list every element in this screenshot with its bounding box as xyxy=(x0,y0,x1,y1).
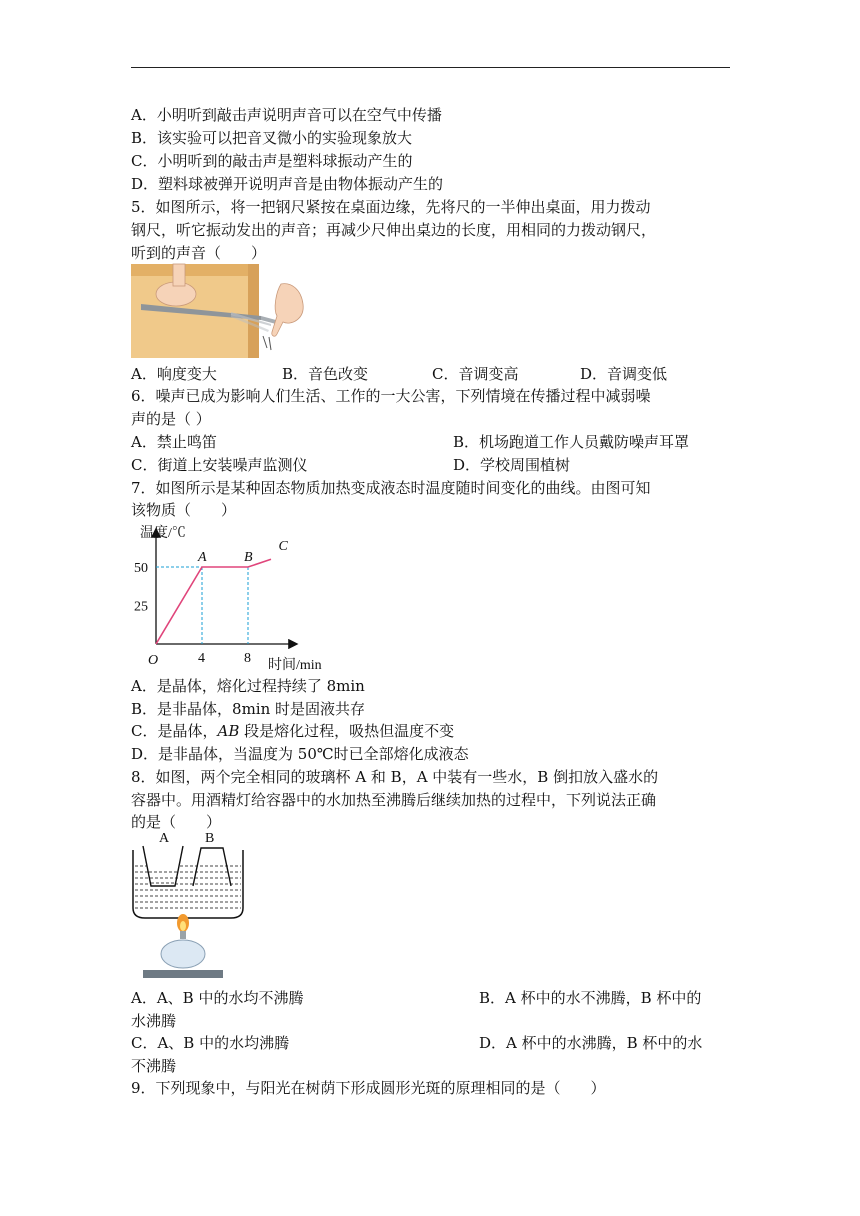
cup-a-label: A xyxy=(159,831,170,846)
q8-stem-line2: 容器中。用酒精灯给容器中的水加热至沸腾后继续加热的过程中，下列说法正确 xyxy=(131,791,657,809)
q7-option-d: D．是非晶体，当温度为 50℃时已全部熔化成液态 xyxy=(131,745,469,763)
q8-option-a: A．A、B 中的水均不沸腾 xyxy=(131,989,304,1007)
q6-stem-line2: 声的是（ ） xyxy=(131,410,211,428)
q4-option-b: B．该实验可以把音叉微小的实验现象放大 xyxy=(131,129,413,147)
q7-option-c xyxy=(131,721,454,741)
q7-option-b: B．是非晶体，8min 时是固液共存 xyxy=(131,700,366,718)
q8-boiling-figure xyxy=(131,828,246,984)
cup-b xyxy=(193,848,231,886)
q6-stem-line1: 6．噪声已成为影响人们生活、工作的一大公害，下列情境在传播过程中减弱噪 xyxy=(131,387,651,405)
table-top xyxy=(131,264,259,276)
q7-stem-line1: 7．如图所示是某种固态物质加热变成液态时温度随时间变化的曲线。由图可知 xyxy=(131,479,651,497)
hand-pluck-icon xyxy=(272,284,303,337)
q5-stem-line2: 钢尺，听它振动发出的声音；再减少尺伸出桌边的长度，用相同的力拨动钢尺， xyxy=(131,221,657,239)
q4-option-a: A．小明听到敲击声说明声音可以在空气中传播 xyxy=(131,106,442,124)
q5-stem-line1: 5．如图所示，将一把钢尺紧按在桌面边缘，先将尺的一半伸出桌面，用力拨动 xyxy=(131,198,651,216)
alcohol-lamp-icon xyxy=(161,940,205,968)
q6-option-a: A．禁止鸣笛 xyxy=(131,433,217,451)
q5-option-b: B．音色改变 xyxy=(282,365,369,383)
q8-option-c: C．A、B 中的水均沸腾 xyxy=(131,1034,290,1052)
lamp-stand xyxy=(143,970,223,978)
q8-option-d-line2: 不沸腾 xyxy=(131,1057,177,1075)
q7-option-c-segment: AB xyxy=(217,722,240,740)
q8-option-b-line1: B．A 杯中的水不沸腾，B 杯中的 xyxy=(479,989,702,1007)
table-leg xyxy=(248,264,259,358)
y-tick-label-50: 50 xyxy=(134,561,148,576)
q5-option-d: D．音调变低 xyxy=(580,365,668,383)
series-line xyxy=(156,559,271,644)
y-axis-label: 温度/℃ xyxy=(140,526,186,541)
y-tick-label-25: 25 xyxy=(134,599,148,615)
x-tick-label-8: 8 xyxy=(244,651,251,666)
q7-temperature-chart xyxy=(131,520,341,672)
point-label-c: C xyxy=(278,539,288,555)
q5-option-a: A．响度变大 xyxy=(131,365,217,383)
q7-stem-line2: 该物质（ ） xyxy=(131,501,237,519)
q6-option-b: B．机场跑道工作人员戴防噪声耳罩 xyxy=(453,433,690,451)
q4-option-c: C．小明听到的敲击声是塑料球振动产生的 xyxy=(131,152,413,170)
q6-option-c: C．街道上安装噪声监测仪 xyxy=(131,456,308,474)
x-tick-label-4: 4 xyxy=(198,651,205,666)
q5-ruler-figure xyxy=(131,264,309,360)
point-label-b: B xyxy=(244,550,253,565)
header-rule xyxy=(131,67,730,68)
x-axis-label: 时间/min xyxy=(268,658,322,673)
q7-option-c-suffix: 段是熔化过程，吸热但温度不变 xyxy=(239,722,455,740)
q8-stem-line3: 的是（ ） xyxy=(131,813,222,831)
q8-stem-line1: 8．如图，两个完全相同的玻璃杯 A 和 B，A 中装有一些水，B 倒扣放入盛水的 xyxy=(131,768,659,786)
q8-option-d-line1: D．A 杯中的水沸腾，B 杯中的水 xyxy=(479,1034,703,1052)
point-label-a: A xyxy=(198,550,207,565)
cup-b-label: B xyxy=(205,831,215,846)
q5-option-c: C．音调变高 xyxy=(432,365,519,383)
q6-option-d: D．学校周围植树 xyxy=(453,456,571,474)
q7-option-c-prefix: C．是晶体， xyxy=(131,722,218,740)
q9-stem: 9．下列现象中，与阳光在树荫下形成圆形光斑的原理相同的是（ ） xyxy=(131,1079,606,1097)
cup-a xyxy=(143,846,183,886)
origin-label: O xyxy=(148,653,159,668)
q4-option-d: D．塑料球被弹开说明声音是由物体振动产生的 xyxy=(131,175,444,193)
q5-stem-line3: 听到的声音（ ） xyxy=(131,244,267,262)
q8-option-b-line2: 水沸腾 xyxy=(131,1012,177,1030)
q7-option-a: A．是晶体，熔化过程持续了 8min xyxy=(131,677,365,695)
